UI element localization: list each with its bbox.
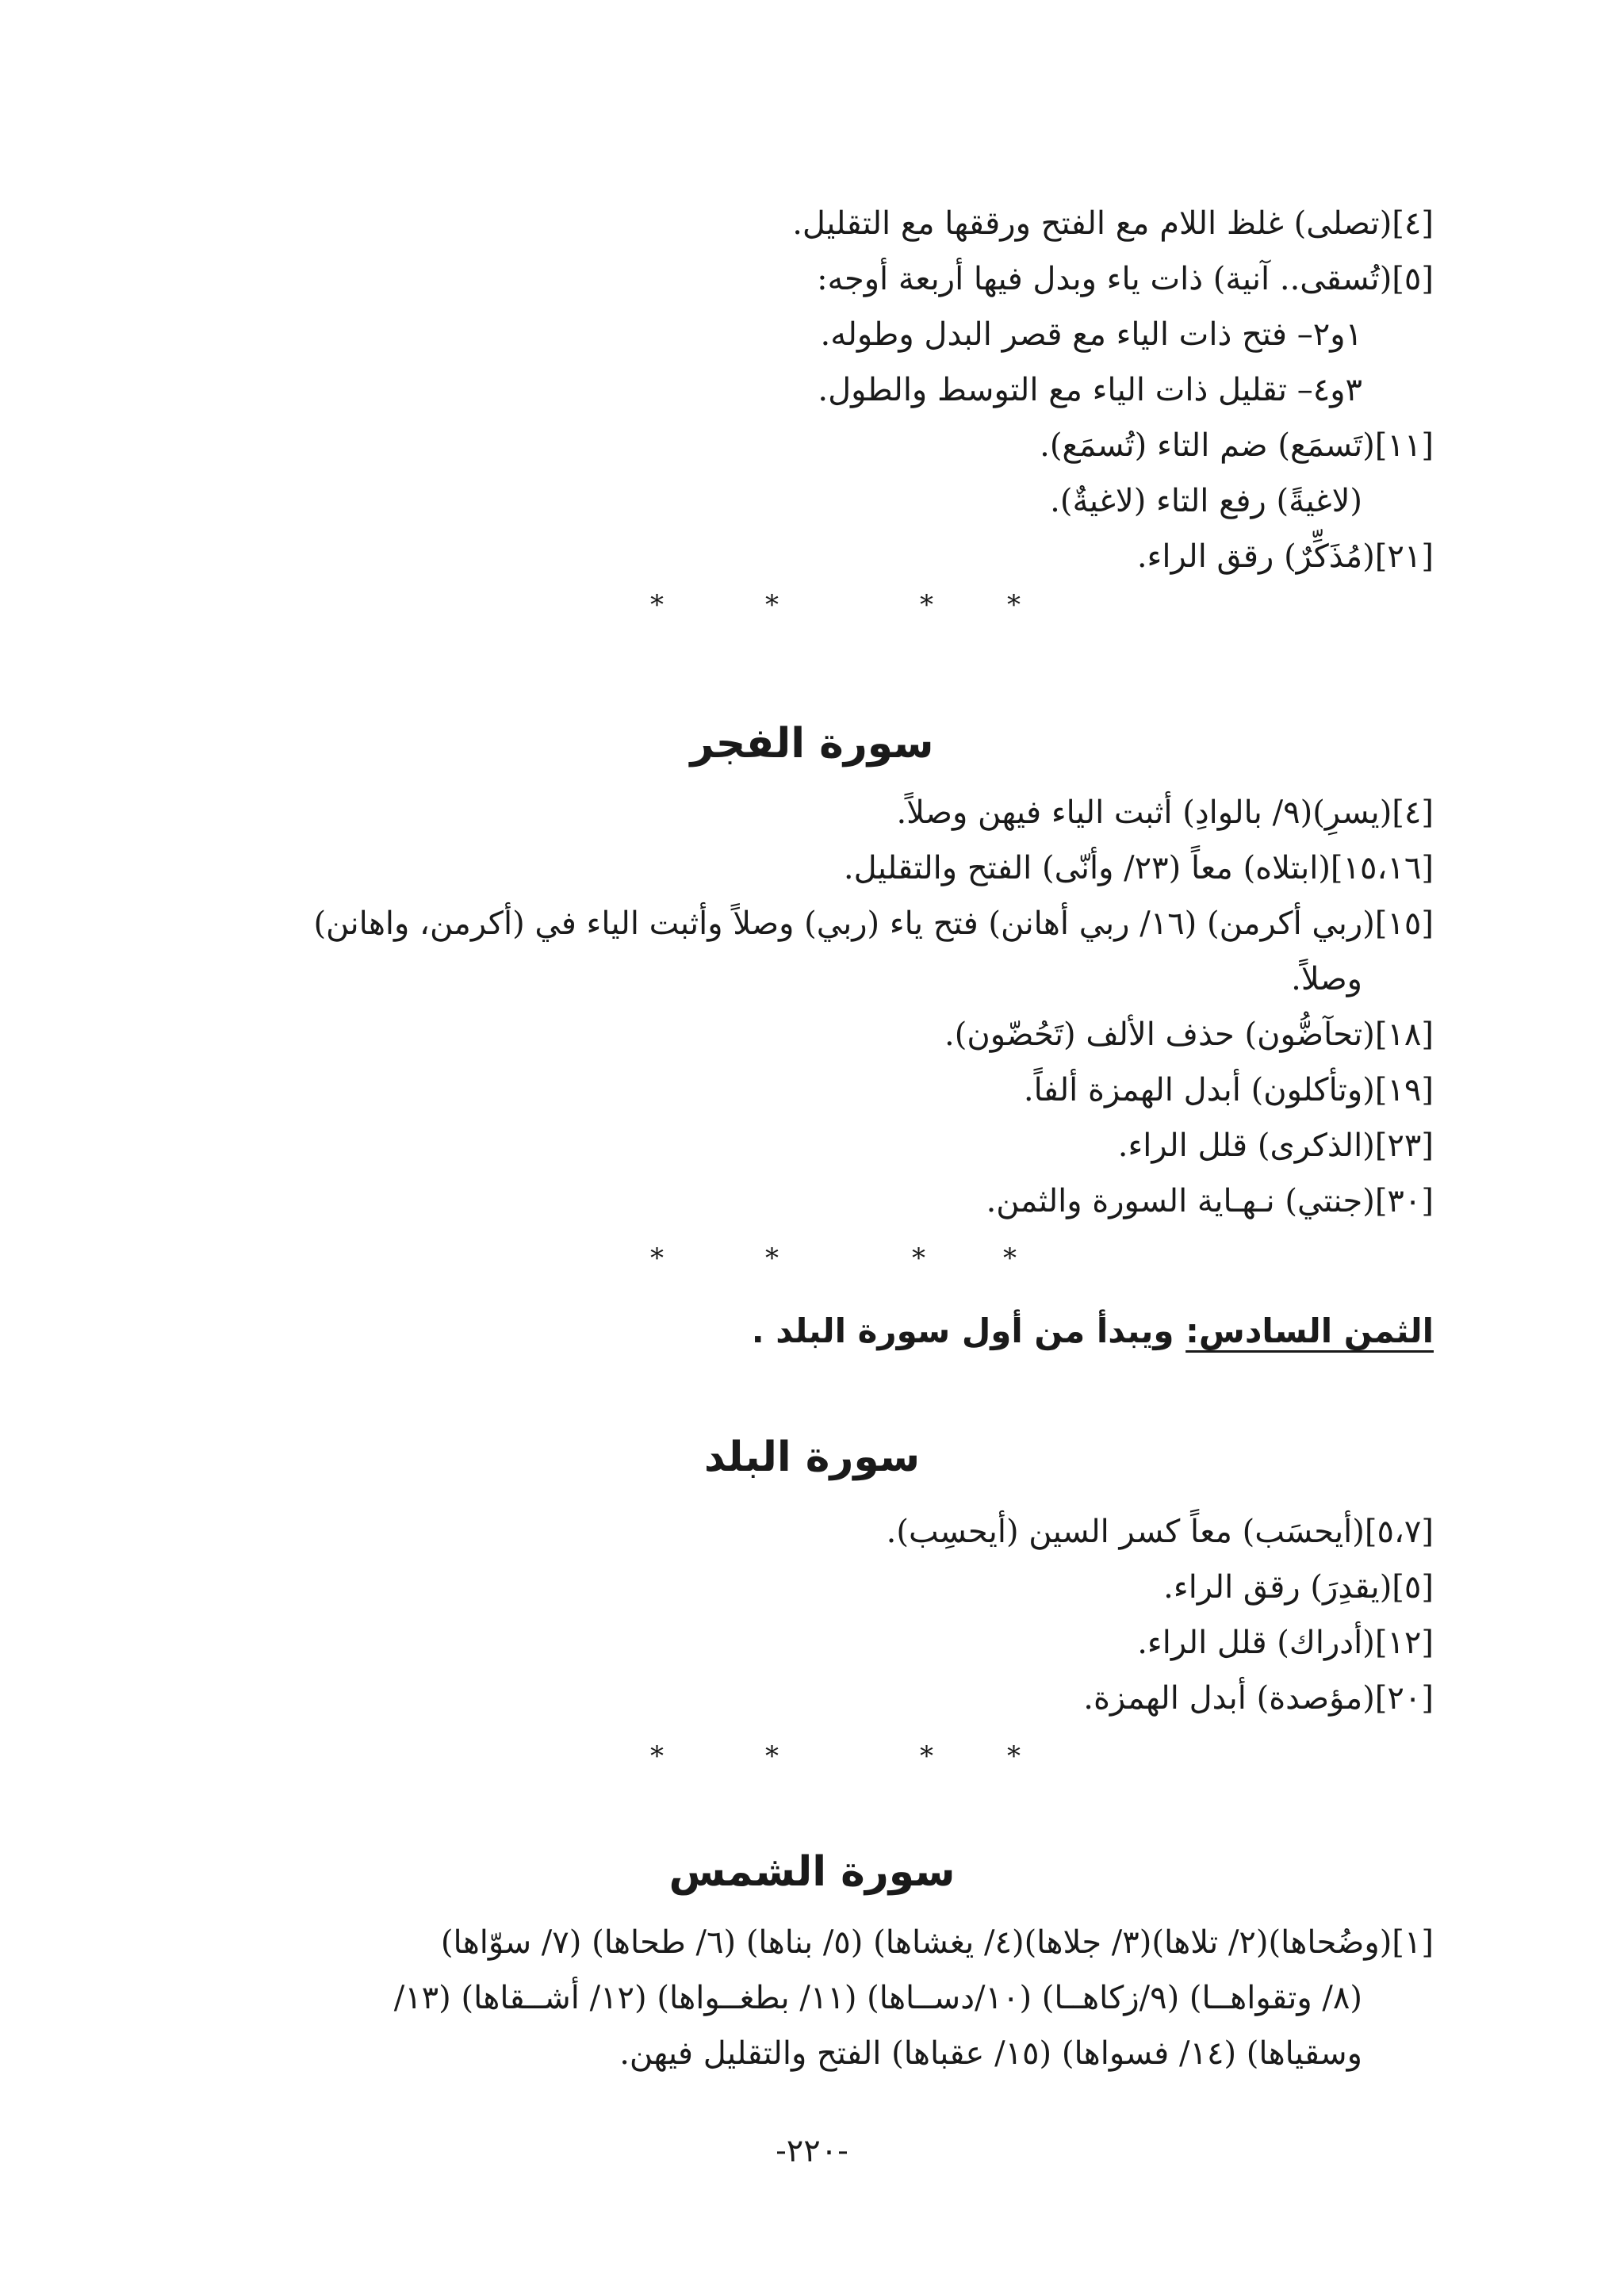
star: * [912, 1242, 925, 1274]
rule-line: [٢٣](الذكرى) قلل الراء. [1117, 1127, 1434, 1164]
page-number: -٢٢٠- [776, 2133, 848, 2169]
star: * [765, 1740, 779, 1772]
rule-line: [٣٠](جنتي) نـهـاية السورة والثمن. [986, 1183, 1434, 1219]
rule-line-continuation: وصلاً. [1291, 961, 1362, 997]
star: * [650, 1242, 664, 1274]
rule-line: [٥،٧](أيحسَب) معاً كسر السين (أيحسِب). [886, 1514, 1434, 1550]
rule-line: [١٢](أدراك) قلل الراء. [1137, 1625, 1434, 1661]
star: * [1003, 1242, 1017, 1274]
eighth-label: الثمن السادس: [1185, 1311, 1434, 1350]
rule-subline: (لاغيةً) رفع التاء (لاغيةٌ). [1050, 483, 1362, 519]
star: * [920, 589, 933, 621]
rule-line: [١٨](تحآضُّون) حذف الألف (تَحُضّون). [944, 1016, 1434, 1053]
star: * [1007, 1740, 1021, 1772]
rule-subline: ١و٢– فتح ذات الياء مع قصر البدل وطوله. [820, 316, 1362, 353]
surah-heading-shams: سورة الشمس [668, 1848, 956, 1896]
rule-line: [٥](يقدِرَ) رقق الراء. [1163, 1569, 1434, 1606]
star: * [650, 1740, 664, 1772]
rule-line: [١٥،١٦](ابتلاه) معاً (٢٣/ وأنّى) الفتح والتقليل. [843, 850, 1434, 886]
rule-line-continuation: (٨/ وتقواهــا) (٩/زكاهــا) (١٠/دســاها) (١١/ بطغــواها) (١٢/ أشــقاها) (١٣/ [393, 1980, 1362, 2016]
rule-line: [١١](تَسمَع) ضم التاء (تُسمَع). [1040, 427, 1434, 464]
eighth-heading [751, 1311, 1434, 1350]
rule-line: [٢١](مُذَكِّرٌ) رقق الراء. [1136, 538, 1434, 575]
surah-heading-balad: سورة البلد [703, 1434, 921, 1481]
rule-line: [٢٠](مؤصدة) أبدل الهمزة. [1083, 1680, 1434, 1717]
rule-line: [٤](تصلى) غلظ اللام مع الفتح ورققها مع التقليل. [792, 205, 1434, 242]
star: * [1007, 589, 1021, 621]
rule-line: [١٩](وتأكلون) أبدل الهمزة ألفاً. [1023, 1072, 1434, 1108]
rule-line: [١٥](ربي أكرمن) (١٦/ ربي أهانن) فتح ياء (ربي) وصلاً وأثبت الياء في (أكرمن، واهانن) [313, 905, 1434, 942]
rule-line: [٥](تُسقى.. آنية) ذات ياء وبدل فيها أربعة أوجه: [817, 261, 1434, 297]
eighth-text: ويبدأ من أول سورة البلد . [751, 1311, 1186, 1350]
rule-line: [١](وضُحاها)(٢/ تلاها)(٣/ جلاها)(٤/ يغشاها) (٥/ بناها) (٦/ طحاها) (٧/ سوّاها) [440, 1924, 1434, 1961]
star: * [650, 589, 664, 621]
star: * [920, 1740, 933, 1772]
surah-heading-fajr: سورة الفجر [690, 720, 934, 768]
star: * [765, 1242, 779, 1274]
rule-line: [٤](يسرِ)(٩/ بالوادِ) أثبت الياء فيهن وصلاً. [896, 794, 1434, 831]
rule-line-continuation: وسقياها) (١٤/ فسواها) (١٥/ عقباها) الفتح والتقليل فيهن. [619, 2035, 1362, 2072]
star: * [765, 589, 779, 621]
rule-subline: ٣و٤– تقليل ذات الياء مع التوسط والطول. [818, 372, 1362, 408]
